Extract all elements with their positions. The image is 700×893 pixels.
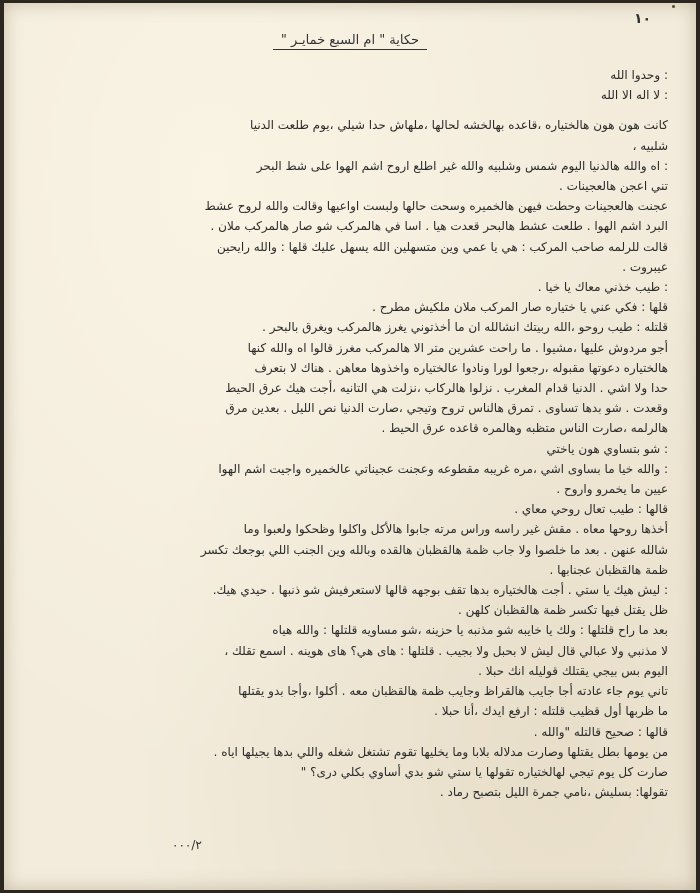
text-line: شلبيه ، [632, 138, 668, 153]
text-line: لا مذنبي ولا عبالي قال ليش لا بحبل ولا بجيب . قلتلها : هاى هي؟ هاى هوينه . اسمع تقلك ، [224, 643, 668, 658]
paragraph-gap [28, 105, 668, 115]
text-line: قلتله : طيب روحو ،الله ربيتك انشالله ان ما أخذتوني يغرز هالمركب ويغرق بالبحر . [262, 320, 668, 335]
text-line: ظمة هالقظبان عجنابها . [549, 562, 668, 577]
text-line: وقعدت . شو بدها تساوى . تمرق هالناس تروح وتيجي ،صارت الدنيا نص الليل . بعدين مرق [225, 401, 668, 416]
text-line: صارت كل يوم تيجي لهالختياره تقولها يا ستي شو بدي أساوي بكلي درى؟ " [300, 764, 668, 779]
text-line: : شو بتساوي هون ياختي [546, 441, 668, 456]
text-line: : وحدوا الله [610, 68, 668, 82]
text-line: من يومها بطل يقتلها وصارت مدلاله بلابا وما يخليها تقوم تشتغل شغله واللي بدها يجيلها اياه . [213, 744, 668, 759]
text-line: تني اعجن هالعجينات . [559, 179, 668, 194]
text-line: أخذها روحها معاه . مقش غير راسه وراس مرته جابوا هالأكل واكلوا وظحكوا ولعبوا وما [243, 522, 668, 537]
text-line: : طيب خذني معاك يا خيا . [537, 280, 668, 295]
text-line: تاني يوم جاء عادته أجا جايب هالقراظ وجايب ظمة هالقظبان معه . أكلوا ،وأجا بدو يقتلها [238, 684, 668, 699]
text-line: : اه والله هالدنيا اليوم شمس وشلبيه والله غير اطلع اروح اشم الهوا على شط البحر [256, 158, 668, 173]
text-line: كانت هون هون هالختياره ،قاعده بهالخشه لحالها ،ملهاش حدا شيلي ،يوم طلعت الدنيا [250, 118, 668, 133]
page-number: ١٠ [634, 11, 652, 27]
text-line: هالرلمه ،صارت الناس متظبه وهالمره قاعده عرق الحيط . [381, 421, 668, 436]
text-line: قالها : صحيح قالتله "والله . [533, 724, 668, 739]
text-line: اليوم بس بيجي يقتلك قوليله انك حبلا . [478, 663, 668, 678]
text-line: ما ظربها أول قظيب قلتله : ارفع ايدك ،أنا حبلا . [434, 704, 668, 719]
document-page [4, 3, 696, 890]
text-line: عيبروت . [622, 259, 668, 274]
text-line: قالها : طيب تعال روحي معاي . [514, 502, 668, 517]
text-line: : لا اله الا الله [600, 88, 668, 103]
staple-mark [672, 5, 675, 8]
text-line: عجنت هالعجينات وحطت فيهن هالخميره وسحت حالها ولبست اواعيها وقالت والله لروح عشط [204, 199, 668, 214]
text-line: : والله خيا ما بساوى اشي ،مره غريبه مقطوعه وعجنت عجيناتي عالخميره واجيت اشم الهوا [218, 461, 668, 476]
story-body [28, 65, 668, 802]
text-line: قلها : فكي عني يا ختياره صار المركب ملان ملكيش مطرح . [372, 300, 668, 315]
text-line: ظل يقتل فيها تكسر ظمة هالقظبان كلهن . [457, 603, 668, 618]
text-line: بعد ما راح قلتلها : ولك يا خايبه شو مذنبه يا حزينه ،شو مساويه قلتلها : والله هياه [272, 623, 668, 638]
text-line: شالله عنهن . بعد ما خلصوا ولا جاب ظمة هالقظبان هالقده وبالله وين الجنب اللي بوجعك تكسر [200, 542, 668, 557]
title-text: حكاية " ام السبع خمايـر " [273, 33, 427, 50]
footer-code: ٠٠٠/٢ [172, 838, 202, 852]
story-title [4, 33, 696, 50]
text-line: أجو مردوش عليها ،مشيوا . ما راحت عشرين متر الا هالمركب مغرز قالوا اه والله كنها [247, 340, 668, 355]
text-line: هالختياره دعوتها مقبوله ،رجعوا لورا ونادوا عالختياره واخذوها معاهن . هناك لا بتعرف [254, 360, 668, 375]
text-line: تقولها: بسليش ،نامي جمرة الليل بتصبح رماد . [439, 785, 668, 800]
text-line: : ليش هيك يا ستي . أجت هالختياره بدها تقف بوجهه قالها لاستعرفيش شو ذنبها . حيدي هيك. [212, 583, 668, 598]
text-line: قالت للرلمه صاحب المركب : هي يا عمي وين متسهلين الله يسهل عليك قلها : والله رايحين [216, 239, 668, 254]
text-line: عيين ما يخمرو واروح . [556, 482, 668, 497]
text-line: البرد اشم الهوا . طلعت عشط هالبحر قعدت هيا . اسا في هالمركب شو صار هالمركب ملان . [210, 219, 668, 234]
text-line: حدا ولا اشي . الدنيا قدام المغرب . نزلوا هالركاب ،نزلت هي التانيه ،أجت هيك عرق الحيط [225, 381, 668, 396]
